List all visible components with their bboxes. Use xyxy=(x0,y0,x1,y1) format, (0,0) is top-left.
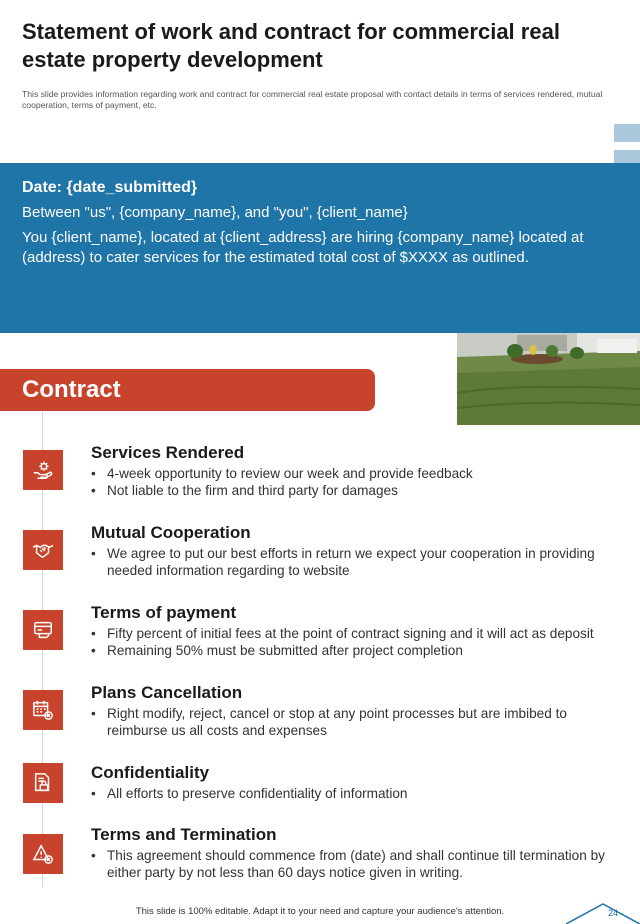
bullet-item: • All efforts to preserve confidentiality of information xyxy=(91,785,631,802)
house-lawn-photo xyxy=(457,333,640,425)
date-line: Date: {date_submitted} xyxy=(22,179,198,196)
document-lock-icon xyxy=(23,763,63,803)
calendar-cancel-icon xyxy=(23,690,63,730)
decorative-square xyxy=(614,124,640,142)
intro-band xyxy=(0,163,640,333)
intro-body: You {client_name}, located at {client_address} are hiring {company_name} located at (address) to cater services for the estimated total cost of $XXXX as outlined. xyxy=(22,229,584,266)
section-title: Terms of payment xyxy=(91,603,237,622)
bullet-list xyxy=(91,465,631,499)
page-subtitle: This slide provides information regarding work and contract for commercial real estate proposal with contact details in terms of services rendered, mutual cooperation, terms of payment, etc. xyxy=(22,89,603,110)
section-title: Confidentiality xyxy=(91,763,210,782)
bullet-item: • We agree to put our best efforts in return we expect your cooperation in providing needed information regarding to website xyxy=(91,545,631,579)
bullet-list xyxy=(91,625,631,659)
bullet-item: • This agreement should commence from (date) and shall continue till termination by either party by not less than 60 days notice given in writing. xyxy=(91,847,631,881)
section-title: Terms and Termination xyxy=(91,825,277,844)
payment-card-icon xyxy=(23,610,63,650)
bullet-item: • Not liable to the firm and third party for damages xyxy=(91,482,631,499)
warning-cancel-icon xyxy=(23,834,63,874)
bullet-item: • Remaining 50% must be submitted after project completion xyxy=(91,642,631,659)
bullet-list xyxy=(91,545,631,579)
gear-hand-icon xyxy=(23,450,63,490)
house-lawn-illustration xyxy=(457,333,640,425)
bullet-list xyxy=(91,785,631,802)
bullet-item: • Fifty percent of initial fees at the point of contract signing and it will act as deposit xyxy=(91,625,631,642)
contract-heading-bar xyxy=(0,369,375,411)
handshake-icon xyxy=(23,530,63,570)
bullet-list xyxy=(91,847,631,881)
contract-heading: Contract xyxy=(22,376,121,403)
between-line: Between "us", {company_name}, and "you", {client_name} xyxy=(22,204,408,221)
bullet-item: • 4-week opportunity to review our week and provide feedback xyxy=(91,465,631,482)
footer-note: This slide is 100% editable. Adapt it to your need and capture your audience's attention. xyxy=(135,906,505,917)
page-number: 24 xyxy=(608,908,619,918)
section-title: Services Rendered xyxy=(91,443,245,462)
section-title: Mutual Cooperation xyxy=(91,523,251,542)
section-title: Plans Cancellation xyxy=(91,683,243,702)
page-title: Statement of work and contract for commercial real estate property development xyxy=(22,19,560,72)
page-number-shape xyxy=(566,900,640,924)
bullet-list xyxy=(91,705,631,739)
bullet-item: • Right modify, reject, cancel or stop at any point processes but are imbibed to reimburse us all costs and expenses xyxy=(91,705,631,739)
